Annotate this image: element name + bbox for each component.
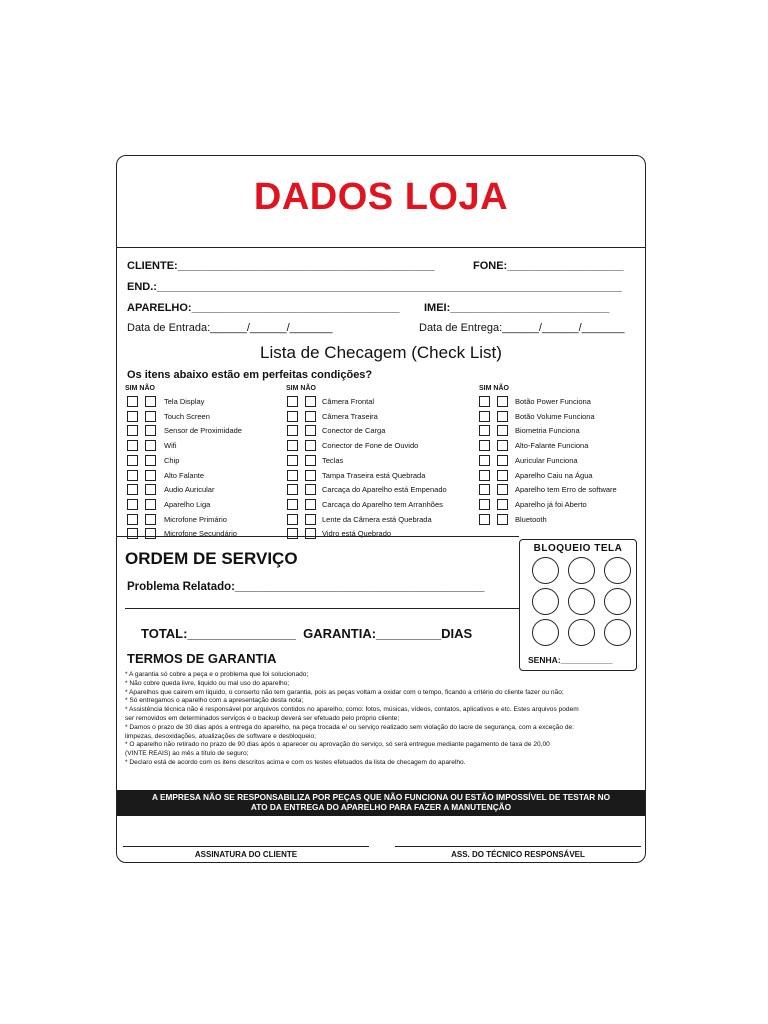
checklist-item-label: Câmera Traseira — [322, 411, 378, 421]
sim-checkbox[interactable] — [479, 411, 490, 422]
termos-text — [125, 671, 640, 768]
checklist-item-label: Aparelho já foi Aberto — [515, 499, 587, 509]
nao-checkbox[interactable] — [305, 499, 316, 510]
nao-checkbox[interactable] — [305, 484, 316, 495]
nao-checkbox[interactable] — [497, 499, 508, 510]
nao-checkbox[interactable] — [497, 396, 508, 407]
sim-checkbox[interactable] — [479, 396, 490, 407]
checklist-item-label: Aparelho Caiu na Água — [515, 470, 593, 480]
sim-checkbox[interactable] — [127, 455, 138, 466]
disclaimer-line: ATO DA ENTREGA DO APARELHO PARA FAZER A MANUTENÇÃO — [250, 801, 512, 812]
checklist-item-label: Botão Volume Funciona — [515, 411, 595, 421]
signature-line-cliente[interactable] — [123, 846, 369, 847]
nao-checkbox[interactable] — [305, 440, 316, 451]
sim-checkbox[interactable] — [287, 411, 298, 422]
pattern-dot[interactable] — [568, 588, 595, 615]
termos-line: * A garantia só cobre a peça e o problema que foi solucionado; — [125, 671, 309, 678]
nao-checkbox[interactable] — [305, 396, 316, 407]
sim-checkbox[interactable] — [479, 470, 490, 481]
sim-checkbox[interactable] — [287, 396, 298, 407]
pattern-dot[interactable] — [604, 588, 631, 615]
termos-line: limpezas, desoxidações, atualizações de software e desbloqueio; — [125, 732, 316, 740]
ordem-servico-title: ORDEM DE SERVIÇO — [125, 549, 298, 568]
checklist-item-label: Alto Falante — [164, 470, 205, 480]
nao-checkbox[interactable] — [145, 411, 156, 422]
checklist-title: Lista de Checagem (Check List) — [260, 343, 502, 362]
pattern-dot[interactable] — [532, 619, 559, 646]
checklist-item-label: Audio Auricular — [164, 485, 215, 495]
checklist-item-label: Wifi — [164, 441, 177, 451]
fone-field[interactable]: FONE:___________________ — [473, 260, 624, 272]
total-garantia-field[interactable]: TOTAL:_______________ GARANTIA:_________DIAS — [141, 626, 473, 641]
termos-line: (VINTE REAIS) ao mês a título de seguro; — [125, 750, 249, 758]
nao-checkbox[interactable] — [305, 514, 316, 525]
sim-nao-header: SIM NÃO — [125, 385, 155, 392]
checklist-item-label: Câmera Frontal — [322, 397, 375, 406]
aparelho-field[interactable]: APARELHO:__________________________________ — [127, 302, 400, 314]
nao-checkbox[interactable] — [305, 528, 316, 539]
nao-checkbox[interactable] — [145, 499, 156, 510]
pattern-dot[interactable] — [568, 557, 595, 584]
checklist-item-label: Aparelho tem Erro de software — [515, 485, 617, 495]
checklist-item-label: Auricular Funciona — [515, 455, 578, 465]
checklist-question: Os itens abaixo estão em perfeitas condições? — [127, 369, 373, 381]
sim-checkbox[interactable] — [127, 499, 138, 510]
checklist-item-label: Teclas — [322, 455, 344, 465]
pattern-dot[interactable] — [532, 557, 559, 584]
nao-checkbox[interactable] — [145, 514, 156, 525]
sim-checkbox[interactable] — [127, 484, 138, 495]
bloqueio-tela-box — [519, 539, 637, 671]
checklist-item-label: Conector de Fone de Ouvido — [322, 441, 419, 451]
sim-checkbox[interactable] — [127, 514, 138, 525]
nao-checkbox[interactable] — [145, 528, 156, 539]
nao-checkbox[interactable] — [497, 455, 508, 466]
nao-checkbox[interactable] — [497, 514, 508, 525]
checklist-item-label: Sensor de Proximidade — [164, 426, 242, 436]
sim-checkbox[interactable] — [479, 514, 490, 525]
nao-checkbox[interactable] — [145, 455, 156, 466]
cliente-field[interactable]: CLIENTE:__________________________________________ — [127, 260, 435, 272]
pattern-dot[interactable] — [532, 588, 559, 615]
section-divider — [117, 536, 519, 537]
checklist-item-label: Bluetooth — [515, 514, 547, 524]
nao-checkbox[interactable] — [497, 425, 508, 436]
sim-nao-header: SIM NÃO — [479, 385, 509, 392]
nao-checkbox[interactable] — [497, 440, 508, 451]
sim-checkbox[interactable] — [287, 528, 298, 539]
problema-line[interactable] — [125, 608, 519, 609]
checklist-item-label: Carcaça do Aparelho tem Arranhões — [322, 499, 443, 509]
nao-checkbox[interactable] — [145, 470, 156, 481]
nao-checkbox[interactable] — [497, 470, 508, 481]
checklist-item-label: Microfone Secundário — [164, 529, 237, 539]
termos-line: * Declaro está de acordo com os itens descritos acima e com os testes efetuados da lista de checagem do aparelho. — [125, 758, 466, 766]
nao-checkbox[interactable] — [145, 484, 156, 495]
sim-checkbox[interactable] — [127, 396, 138, 407]
sim-checkbox[interactable] — [287, 484, 298, 495]
sim-checkbox[interactable] — [479, 484, 490, 495]
senha-field[interactable]: SENHA:___________ — [528, 655, 613, 665]
sim-checkbox[interactable] — [127, 470, 138, 481]
termos-line: * Só entregamos o aparelho com a apresentação desta nota; — [125, 697, 304, 705]
sim-nao-header: SIM NÃO — [286, 385, 316, 392]
header-divider — [117, 247, 645, 248]
signature-label-cliente: ASSINATURA DO CLIENTE — [194, 850, 298, 859]
termos-line: * Assistência técnica não é responsável por arquivos contidos no aparelho, como: fotos, músicas, vídeos, contatos, aplicativos e etc. Estes arquivos podem — [125, 706, 579, 714]
signature-line-tecnico[interactable] — [395, 846, 641, 847]
checklist-item-label: Chip — [164, 455, 180, 465]
sim-checkbox[interactable] — [127, 528, 138, 539]
checklist-item-label: Lente da Câmera está Quebrada — [322, 514, 432, 524]
nao-checkbox[interactable] — [145, 440, 156, 451]
checklist-item-label: Botão Power Funciona — [515, 397, 591, 406]
problema-relatado-field[interactable]: Problema Relatado:_______________________________________ — [127, 581, 485, 593]
service-order-form — [116, 155, 646, 863]
termos-line: * Não cobre queda livre, liquido ou mal uso do aparelho; — [125, 679, 290, 687]
nao-checkbox[interactable] — [145, 396, 156, 407]
pattern-dot[interactable] — [604, 557, 631, 584]
checklist-item-label: Vidro está Quebrado — [322, 529, 392, 539]
store-title: DADOS LOJA — [253, 176, 509, 218]
sim-checkbox[interactable] — [127, 411, 138, 422]
nao-checkbox[interactable] — [145, 425, 156, 436]
nao-checkbox[interactable] — [305, 470, 316, 481]
nao-checkbox[interactable] — [497, 484, 508, 495]
signature-label-tecnico: ASS. DO TÉCNICO RESPONSÁVEL — [451, 850, 585, 859]
pattern-dot[interactable] — [604, 619, 631, 646]
bloqueio-title: BLOQUEIO TELA — [533, 543, 623, 554]
checklist-item-label: Touch Screen — [164, 411, 210, 421]
termos-line: * Damos o prazo de 30 dias após a entrega do aparelho, na peça trocada e/ ou serviço realizado sem violação do lacre de segurança, com a exceção de: — [125, 723, 575, 731]
nao-checkbox[interactable] — [305, 411, 316, 422]
sim-checkbox[interactable] — [287, 470, 298, 481]
sim-checkbox[interactable] — [479, 455, 490, 466]
nao-checkbox[interactable] — [497, 411, 508, 422]
checklist-item-label: Microfone Primário — [164, 514, 227, 524]
checklist-item-label: Tela Display — [164, 397, 205, 406]
sim-checkbox[interactable] — [127, 425, 138, 436]
sim-checkbox[interactable] — [127, 440, 138, 451]
data-entrega-field[interactable]: Data de Entrega:______/______/_______ — [419, 322, 625, 334]
checklist-item-label: Tampa Traseira está Quebrada — [322, 470, 426, 480]
sim-checkbox[interactable] — [479, 440, 490, 451]
data-entrada-field[interactable]: Data de Entrada:______/______/_______ — [127, 322, 333, 334]
nao-checkbox[interactable] — [305, 455, 316, 466]
disclaimer-banner — [117, 790, 645, 816]
sim-checkbox[interactable] — [287, 499, 298, 510]
termos-line: ser removidos em determinados serviços e o backup deverá ser efetuado pelo próprio cliente; — [125, 714, 400, 722]
checklist-item-label: Alto-Falante Funciona — [515, 441, 589, 451]
sim-checkbox[interactable] — [287, 455, 298, 466]
pattern-dot[interactable] — [568, 619, 595, 646]
checklist-item-label: Carcaça do Aparelho está Empenado — [322, 485, 447, 495]
termos-line: * Aparelhos que cairem em liquido, o conserto não tem garantia, pois as peças voltam a oxidar com o tempo, ficando a critério do cliente fazer ou não; — [125, 688, 564, 696]
sim-checkbox[interactable] — [287, 425, 298, 436]
disclaimer-line: A EMPRESA NÃO SE RESPONSABILIZA POR PEÇAS QUE NÃO FUNCIONA OU ESTÃO IMPOSSÍVEL DE TESTAR NO — [151, 792, 611, 802]
end-field[interactable]: END.:____________________________________________________________________________ — [127, 281, 622, 293]
sim-checkbox[interactable] — [287, 440, 298, 451]
sim-checkbox[interactable] — [479, 425, 490, 436]
sim-checkbox[interactable] — [287, 514, 298, 525]
checklist-item-label: Aparelho Liga — [164, 499, 211, 509]
termos-title: TERMOS DE GARANTIA — [127, 651, 277, 666]
imei-field[interactable]: IMEI:__________________________ — [424, 302, 610, 314]
checklist-item-label: Conector de Carga — [322, 426, 386, 436]
sim-checkbox[interactable] — [479, 499, 490, 510]
checklist-item-label: Biometria Funciona — [515, 426, 580, 436]
nao-checkbox[interactable] — [305, 425, 316, 436]
termos-line: * O aparelho não retirado no prazo de 90 dias após o aparecer ou aprovação do serviço, só será entregue mediante pagamento de taxa de 20,00 — [125, 741, 550, 749]
